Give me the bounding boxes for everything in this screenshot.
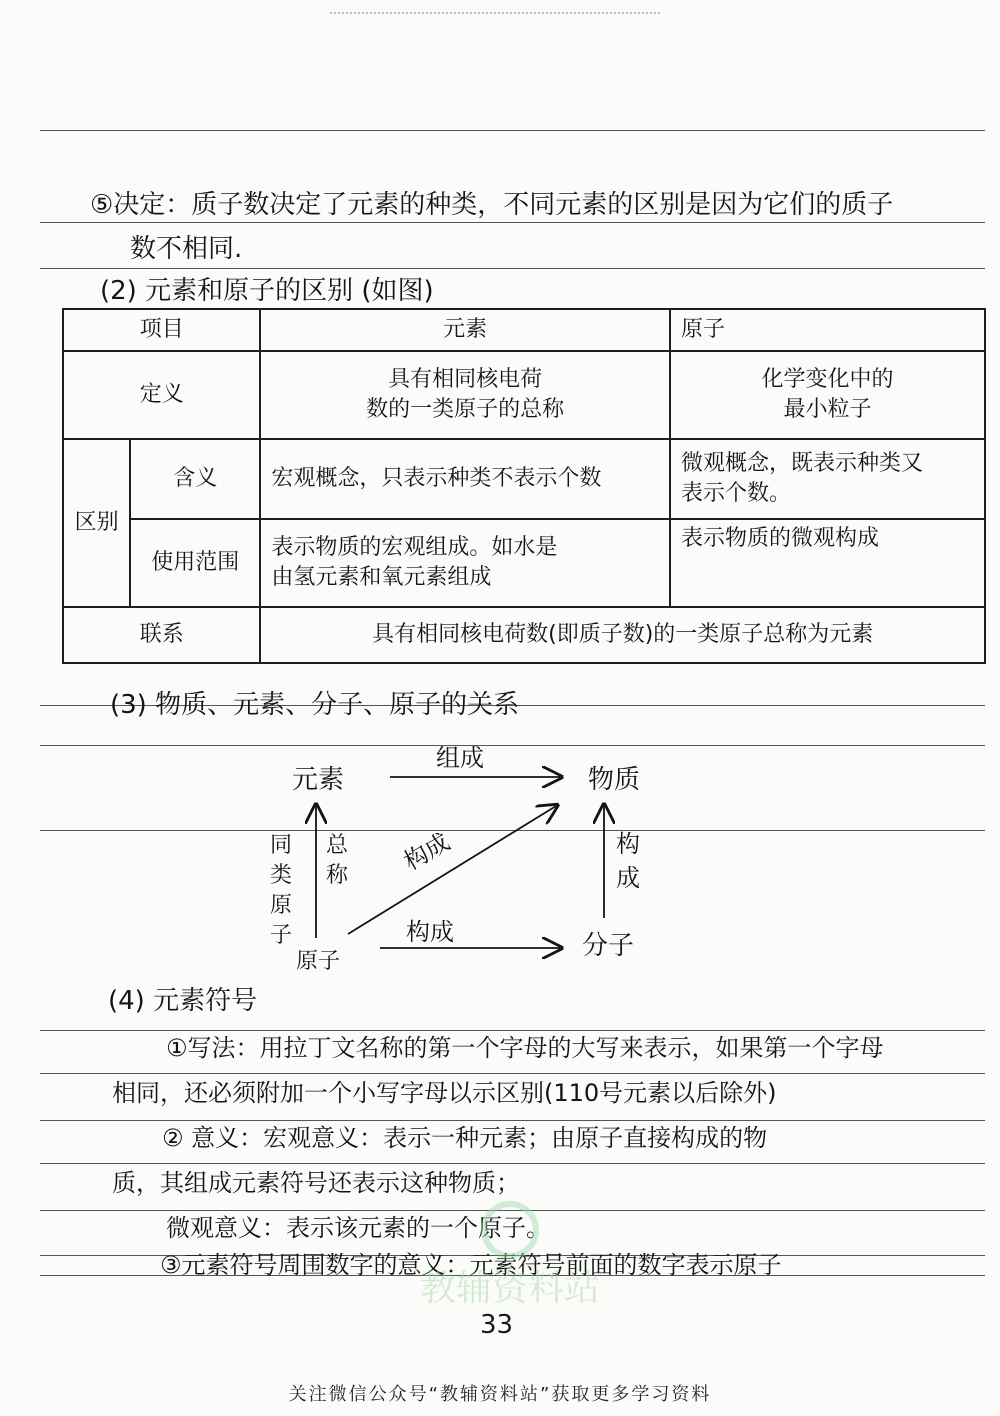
label-construct-diagonal: 构成 (399, 827, 455, 876)
section-title-2: (2) 元素和原子的区别 (如图) (100, 276, 434, 306)
row-label-relation: 联系 (63, 607, 260, 663)
usage-atom: 表示物质的微观构成 (670, 519, 985, 607)
relation-diagram (230, 740, 700, 980)
text-meaning-macro: ② 意义：宏观意义：表示一种元素；由原子直接构成的物 (162, 1124, 768, 1152)
label-construct-right-2: 成 (616, 864, 640, 892)
label-compose: 组成 (436, 744, 484, 772)
element-atom-table (62, 308, 986, 664)
definition-element-line: 数的一类原子的总称 (366, 397, 565, 422)
watermark-logo (380, 1200, 640, 1320)
label-construct-bottom: 构成 (406, 918, 454, 946)
page-number: 33 (480, 1310, 514, 1340)
text-line-decide: ⑤决定：质子数决定了元素的种类，不同元素的区别是因为它们的质子 (90, 190, 894, 220)
section-title-4: (4) 元素符号 (108, 986, 258, 1016)
ruled-line (40, 1073, 985, 1074)
arrow-construct-diagonal (348, 806, 556, 934)
row-label-definition: 定义 (63, 351, 260, 439)
definition-element (260, 351, 670, 439)
usage-element-line: 表示物质的宏观组成。如水是 (271, 535, 558, 560)
label-construct-right-1: 构 (616, 830, 640, 858)
footer-note: 关注微信公众号“教辅资料站”获取更多学习资料 (288, 1384, 712, 1405)
text-meaning-micro: 微观意义：表示该元素的一个原子。 (166, 1214, 550, 1242)
text-line-decide-cont: 数不相同. (130, 234, 243, 264)
meaning-atom (670, 439, 985, 519)
definition-atom (670, 351, 985, 439)
label-same-kind-2: 类 (270, 863, 293, 888)
text-meaning-macro-cont: 质，其组成元素符号还表示这种物质； (112, 1169, 520, 1197)
label-total-2: 称 (326, 863, 349, 888)
meaning-element: 宏观概念，只表示种类不表示个数 (260, 439, 670, 519)
meaning-atom-line: 表示个数。 (680, 481, 791, 506)
ruled-line (40, 130, 985, 131)
text-number-meaning: ③元素符号周围数字的意义：元素符号前面的数字表示原子 (160, 1251, 782, 1279)
label-same-kind-4: 子 (270, 923, 293, 948)
label-same-kind-1: 同 (270, 833, 293, 858)
node-atom: 原子 (296, 949, 341, 974)
text-writing-rule-cont: 相同，还必须附加一个小写字母以示区别(110号元素以后除外) (112, 1079, 777, 1107)
ruled-line (40, 268, 985, 269)
label-same-kind-3: 原 (270, 893, 293, 918)
ruled-line (40, 1120, 985, 1121)
scan-noise (330, 12, 660, 16)
definition-atom-line: 最小粒子 (783, 397, 872, 422)
usage-element-line: 由氢元素和氧元素组成 (271, 565, 492, 590)
node-element: 元素 (292, 765, 345, 795)
text-writing-rule: ①写法：用拉丁文名称的第一个字母的大写来表示，如果第一个字母 (166, 1034, 884, 1062)
section-title-3: (3) 物质、元素、分子、原子的关系 (110, 690, 520, 720)
row-label-meaning: 含义 (130, 439, 260, 519)
header-item: 项目 (63, 309, 260, 351)
meaning-atom-line: 微观概念，既表示种类又 (680, 451, 923, 476)
node-molecule: 分子 (582, 931, 635, 961)
relation-text: 具有相同核电荷数(即质子数)的一类原子总称为元素 (260, 607, 985, 663)
definition-atom-line: 化学变化中的 (761, 367, 894, 392)
watermark-text: 教辅资料站 (419, 1268, 601, 1309)
ruled-line (40, 1163, 985, 1164)
ruled-line (40, 1030, 985, 1031)
header-atom: 原子 (670, 309, 985, 351)
node-substance: 物质 (588, 765, 641, 795)
row-label-usage: 使用范围 (130, 519, 260, 607)
header-element: 元素 (260, 309, 670, 351)
definition-element-line: 具有相同核电荷 (388, 367, 543, 392)
row-label-difference: 区别 (63, 439, 130, 607)
ruled-line (40, 222, 985, 223)
label-total-1: 总 (326, 833, 349, 858)
usage-element (260, 519, 670, 607)
